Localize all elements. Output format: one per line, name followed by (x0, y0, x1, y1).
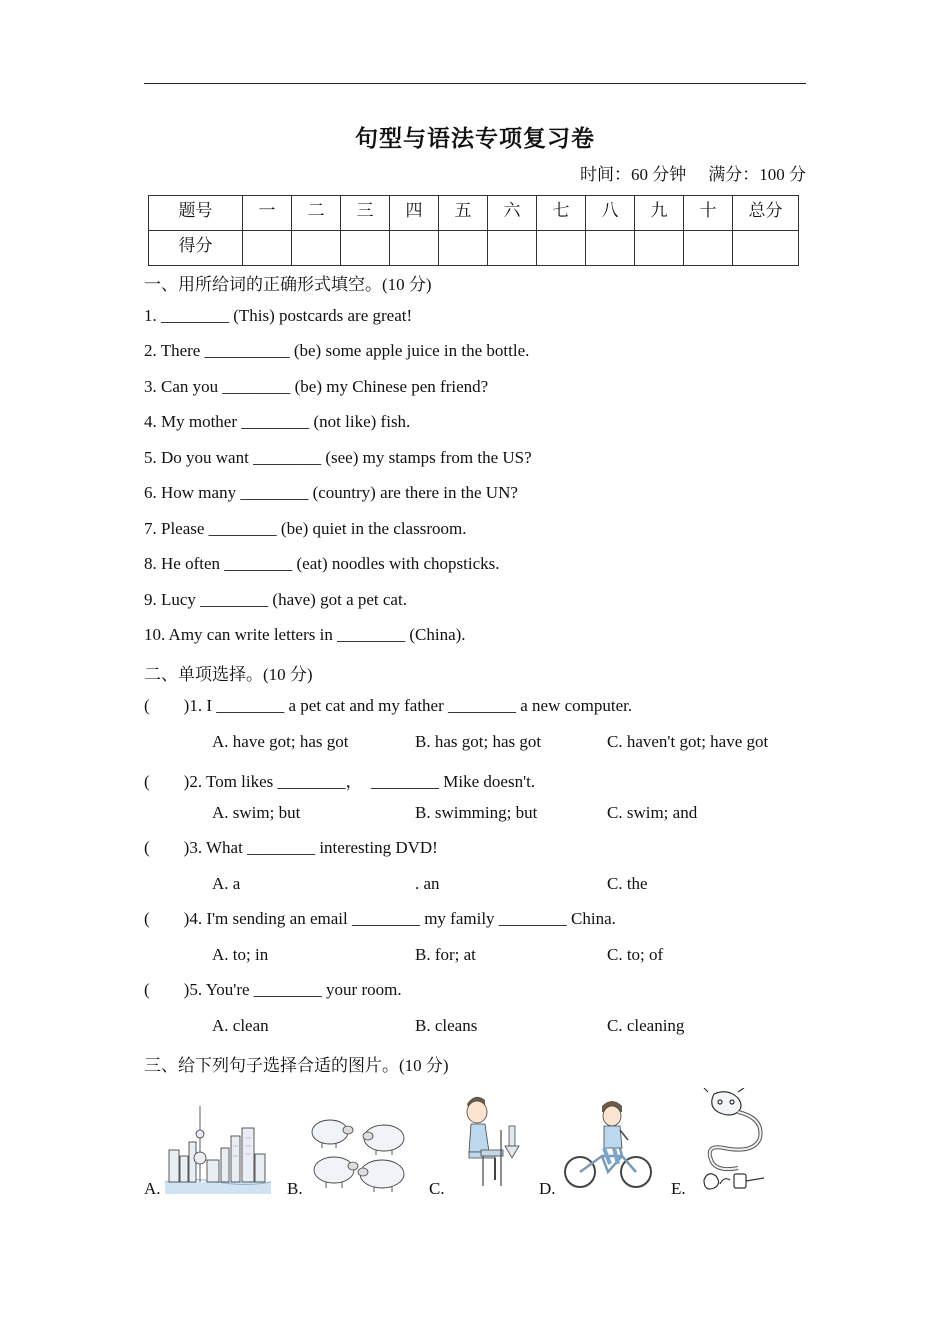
choice-question-stem: ( )2. Tom likes ________， ________ Mike doesn't. (144, 772, 536, 791)
score-table-score-row (149, 231, 799, 266)
choice-option-c: C. the (607, 874, 648, 893)
score-cell: 二 (292, 196, 341, 231)
boy-riding-bike-icon (562, 1098, 656, 1194)
page-title: 句型与语法专项复习卷 (355, 126, 595, 151)
choice-question-stem: ( )1. I ________ a pet cat and my father ________ a new computer. (144, 696, 633, 715)
score-cell: 四 (390, 196, 439, 231)
choice-option-a: A. a (212, 874, 241, 893)
picture-label: B. (287, 1179, 303, 1198)
picture-label: A. (144, 1179, 161, 1198)
score-cell: 得分 (149, 231, 243, 266)
score-blank[interactable] (292, 231, 341, 266)
score-blank[interactable] (439, 231, 488, 266)
city-skyline-icon (165, 1098, 271, 1194)
score-cell: 题号 (149, 196, 243, 231)
fill-in-item: 2. There __________ (be) some apple juice in the bottle. (144, 341, 530, 360)
choice-option-c: C. to; of (607, 945, 664, 964)
score-cell: 五 (439, 196, 488, 231)
section1-heading: 一、用所给词的正确形式填空。(10 分) (144, 275, 432, 294)
score-blank[interactable] (586, 231, 635, 266)
choice-option-c: C. haven't got; have got (607, 732, 769, 751)
score-blank[interactable] (684, 231, 733, 266)
choice-option-b: . an (415, 874, 440, 893)
choice-option-c: C. cleaning (607, 1016, 685, 1035)
dragon-kite-icon (694, 1088, 774, 1194)
score-blank[interactable] (341, 231, 390, 266)
score-cell: 总分 (733, 196, 799, 231)
score-cell: 一 (243, 196, 292, 231)
score-blank[interactable] (243, 231, 292, 266)
fill-in-item: 10. Amy can write letters in ________ (China). (144, 625, 466, 644)
score-cell: 八 (586, 196, 635, 231)
score-cell: 三 (341, 196, 390, 231)
choice-option-b: B. cleans (415, 1016, 478, 1035)
fill-in-item: 8. He often ________ (eat) noodles with chopsticks. (144, 554, 500, 573)
score-cell: 七 (537, 196, 586, 231)
choice-option-a: A. have got; has got (212, 732, 349, 751)
score-table-header-row (149, 196, 799, 231)
picture-label: D. (539, 1179, 556, 1198)
choice-question-stem: ( )4. I'm sending an email ________ my family ________ China. (144, 909, 616, 928)
fill-in-item: 5. Do you want ________ (see) my stamps from the US? (144, 448, 532, 467)
choice-option-a: A. clean (212, 1016, 269, 1035)
fill-in-item: 6. How many ________ (country) are there in the UN? (144, 483, 518, 502)
section2-heading: 二、单项选择。(10 分) (144, 665, 313, 684)
choice-question-stem: ( )3. What ________ interesting DVD! (144, 838, 438, 857)
fill-in-item: 1. ________ (This) postcards are great! (144, 306, 413, 325)
fill-in-item: 3. Can you ________ (be) my Chinese pen friend? (144, 377, 489, 396)
fill-in-item: 4. My mother ________ (not like) fish. (144, 412, 411, 431)
score-cell: 十 (684, 196, 733, 231)
fill-in-item: 7. Please ________ (be) quiet in the classroom. (144, 519, 467, 538)
score-cell: 九 (635, 196, 684, 231)
sheep-flock-icon (308, 1110, 412, 1194)
choice-option-c: C. swim; and (607, 803, 698, 822)
score-blank[interactable] (635, 231, 684, 266)
score-cell: 六 (488, 196, 537, 231)
choice-option-b: B. has got; has got (415, 732, 542, 751)
score-blank[interactable] (537, 231, 586, 266)
score-table (148, 195, 799, 266)
choice-option-b: B. for; at (415, 945, 476, 964)
picture-label: C. (429, 1179, 445, 1198)
score-blank[interactable] (733, 231, 799, 266)
choice-option-b: B. swimming; but (415, 803, 538, 822)
choice-option-a: A. to; in (212, 945, 269, 964)
exam-time: 时间：60 分钟 (580, 165, 687, 184)
fill-in-item: 9. Lucy ________ (have) got a pet cat. (144, 590, 407, 609)
score-blank[interactable] (390, 231, 439, 266)
header-rule (144, 83, 806, 84)
choice-option-a: A. swim; but (212, 803, 301, 822)
picture-label: E. (671, 1179, 686, 1198)
score-blank[interactable] (488, 231, 537, 266)
choice-question-stem: ( )5. You're ________ your room. (144, 980, 402, 999)
exam-meta (580, 160, 806, 185)
section3-heading: 三、给下列句子选择合适的图片。(10 分) (144, 1056, 449, 1075)
exam-score: 满分：100 分 (708, 165, 806, 184)
boy-sitting-down-icon (455, 1090, 535, 1190)
